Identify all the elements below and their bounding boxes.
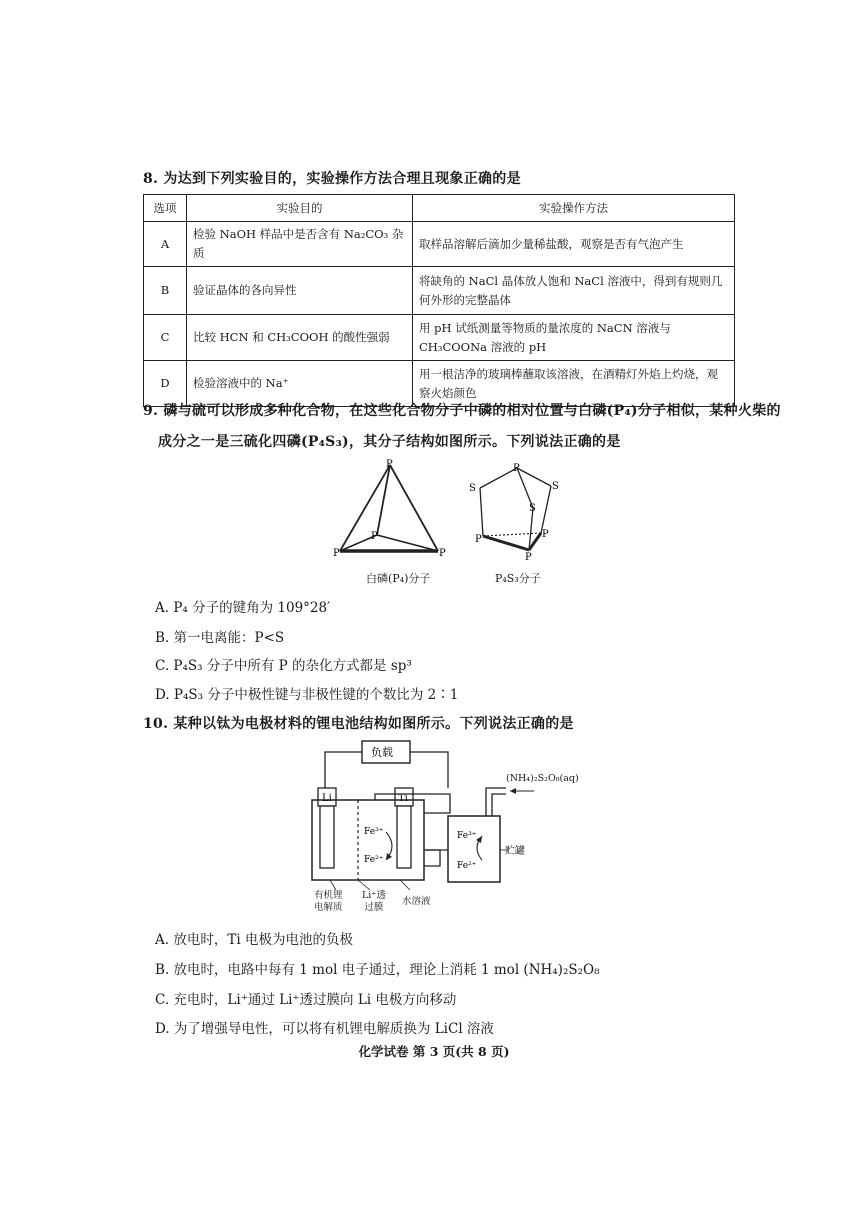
row-option: D: [144, 361, 187, 407]
table-header-row: [144, 195, 735, 222]
row-purpose: 检验溶液中的 Na⁺: [187, 361, 413, 407]
q9-stem-line1: 9. 磷与硫可以形成多种化合物，在这些化合物分子中磷的相对位置与白磷(P₄)分子相似，某种火柴的: [143, 403, 781, 419]
p4-caption: 白磷(P₄)分子: [366, 572, 431, 585]
membrane-label-line1: Li⁺透: [362, 890, 386, 901]
q9-option-b: B. 第一电离能：P<S: [155, 630, 285, 646]
table-row: [144, 222, 735, 267]
row-method: 将缺角的 NaCl 晶体放人饱和 NaCl 溶液中，得到有规则几何外形的完整晶体: [413, 267, 735, 315]
atom-p: P: [475, 534, 482, 545]
tank-label: 贮罐: [505, 846, 525, 857]
header-purpose: 实验目的: [187, 195, 413, 222]
membrane-label-line2: 过膜: [364, 902, 384, 913]
row-purpose: 比较 HCN 和 CH₃COOH 的酸性强弱: [187, 315, 413, 361]
header-option: 选项: [144, 195, 187, 222]
q10-option-d: D. 为了增强导电性，可以将有机锂电解质换为 LiCl 溶液: [155, 1021, 494, 1037]
fe2-right: Fe²⁺: [457, 861, 477, 871]
li-label: Li: [322, 793, 332, 804]
row-purpose: 检验 NaOH 样品中是否含有 Na₂CO₃ 杂质: [187, 222, 413, 267]
row-method: 用 pH 试纸测量等物质的量浓度的 NaCN 溶液与 CH₃COONa 溶液的 pH: [413, 315, 735, 361]
organic-label-line1: 有机锂: [314, 890, 343, 901]
table-row: [144, 315, 735, 361]
row-option: A: [144, 222, 187, 267]
q9-option-a: A. P₄ 分子的键角为 109°28′: [155, 600, 331, 616]
atom-p: P: [386, 459, 393, 470]
atom-p: P: [513, 463, 520, 474]
row-purpose: 验证晶体的各向异性: [187, 267, 413, 315]
q10-stem: 10. 某种以钛为电极材料的锂电池结构如图所示。下列说法正确的是: [143, 716, 574, 732]
atom-p: P: [371, 531, 378, 542]
organic-electrolyte-label: [314, 890, 343, 914]
row-method: 取样品溶解后滴加少量稀盐酸，观察是否有气泡产生: [413, 222, 735, 267]
p4s3-diagram: [465, 458, 565, 568]
aqueous-label: 水溶液: [402, 896, 431, 907]
q8-stem: 8. 为达到下列实验目的，实验操作方法合理且现象正确的是: [143, 171, 521, 187]
row-method: 用一根洁净的玻璃棒蘸取该溶液，在酒精灯外焰上灼烧，观察火焰颜色: [413, 361, 735, 407]
atom-p: P: [525, 552, 532, 563]
row-option: B: [144, 267, 187, 315]
q9-option-c: C. P₄S₃ 分子中所有 P 的杂化方式都是 sp³: [155, 658, 412, 674]
atom-s: S: [552, 481, 559, 492]
q10-option-c: C. 充电时，Li⁺通过 Li⁺透过膜向 Li 电极方向移动: [155, 992, 457, 1008]
page-footer: 化学试卷 第 3 页(共 8 页): [358, 1044, 510, 1059]
row-option: C: [144, 315, 187, 361]
fe2-left: Fe²⁺: [364, 855, 384, 865]
header-method: 实验操作方法: [413, 195, 735, 222]
q9-stem-line2: 成分之一是三硫化四磷(P₄S₃)，其分子结构如图所示。下列说法正确的是: [158, 434, 621, 450]
fe3-right: Fe³⁺: [457, 831, 477, 841]
q9-option-d: D. P₄S₃ 分子中极性键与非极性键的个数比为 2∶1: [155, 687, 459, 703]
reagent-label: (NH₄)₂S₂O₈(aq): [506, 773, 579, 784]
atom-p: P: [333, 548, 340, 559]
atom-p: P: [542, 529, 549, 540]
atom-p: P: [439, 548, 446, 559]
table-row: [144, 267, 735, 315]
q10-option-a: A. 放电时，Ti 电极为电池的负极: [155, 932, 353, 948]
white-phosphorus-diagram: [325, 455, 455, 570]
p4s3-caption: P₄S₃分子: [495, 572, 541, 585]
atom-s: S: [529, 503, 536, 514]
q10-option-b: B. 放电时，电路中每有 1 mol 电子通过，理论上消耗 1 mol (NH₄)₂S₂O₈: [155, 962, 600, 978]
organic-label-line2: 电解质: [314, 902, 343, 913]
experiment-table: [143, 194, 735, 407]
ti-label: Ti: [398, 793, 408, 804]
fe3-left: Fe³⁺: [364, 827, 384, 837]
membrane-label: [362, 890, 386, 914]
atom-s: S: [469, 483, 476, 494]
load-label: 负载: [371, 746, 393, 759]
